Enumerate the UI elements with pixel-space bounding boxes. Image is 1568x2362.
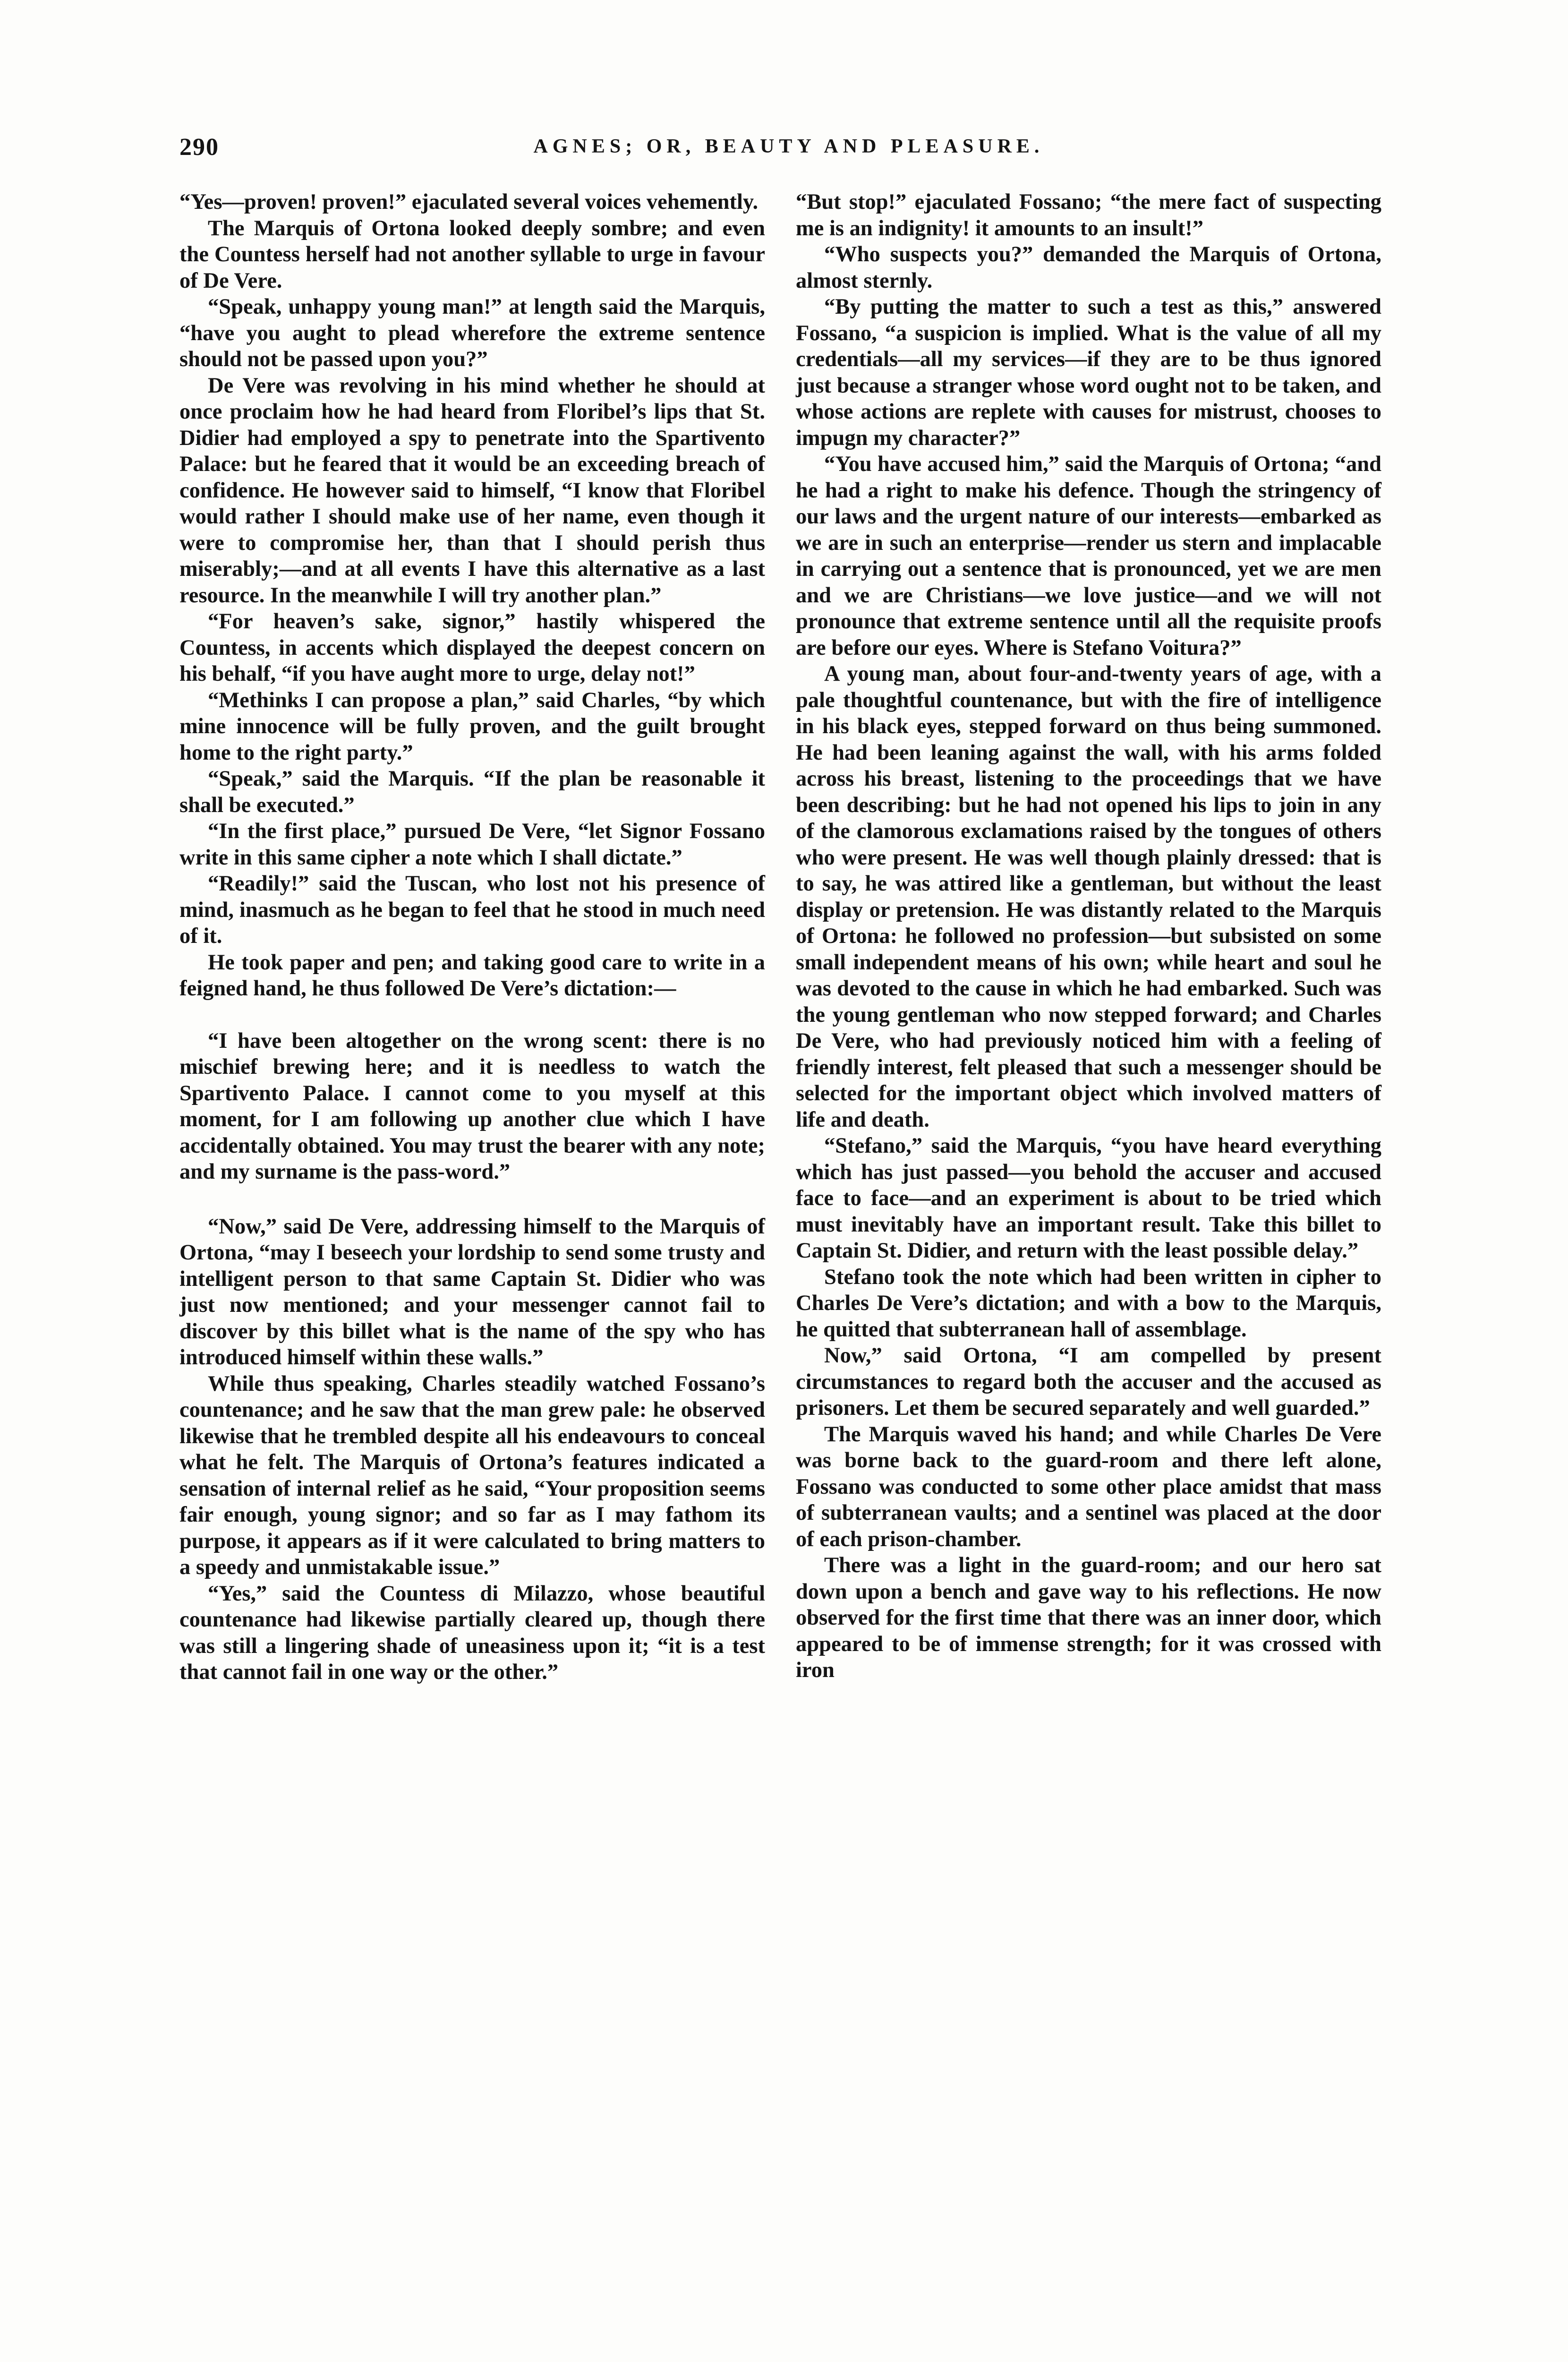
paragraph: While thus speaking, Charles steadily watched Fossano’s countenance; and he saw that the man grew pale: he observed likewise that he trembled despite all his endeavours to conceal what he felt. The Marquis of Ortona’s features indicated a sensation of internal relief as he said, “Your proposition seems fair enough, young signor; and so far as I may fathom its purpose, it appears as if it were calculated to bring matters to a speedy and unmistakable issue.”	[179, 1371, 765, 1579]
paragraph: The Marquis waved his hand; and while Charles De Vere was borne back to the guard-room and there left alone, Fossano was conducted to some other place amidst that mass of subterranean vaults; and a sentinel was placed at the door of each prison-chamber.	[796, 1422, 1381, 1551]
page-number: 290	[179, 134, 219, 161]
paragraph: “But stop!” ejaculated Fossano; “the mere fact of suspecting me is an indignity! it amounts to an insult!”	[796, 190, 1381, 240]
paragraph: “Yes—proven! proven!” ejaculated several voices vehemently.	[179, 190, 758, 214]
dictated-note	[179, 1028, 765, 1185]
quoted-note-text: “I have been altogether on the wrong scent: there is no mischief brewing here; and it is needless to watch the Spartivento Palace. I cannot come to you myself at this moment, for I am following up another clue which I have accidentally obtained. You may trust the bearer with any note; and my surname is the pass-word.”	[179, 1028, 765, 1184]
paragraph: “Speak, unhappy young man!” at length said the Marquis, “have you aught to plead wherefore the extreme sentence should not be passed upon you?”	[179, 295, 765, 371]
paragraph: “Now,” said De Vere, addressing himself to the Marquis of Ortona, “may I beseech your lordship to send some trusty and intelligent person to that same Captain St. Didier who was just now mentioned; and your messenger cannot fail to discover by this billet what is the name of the spy who has introduced himself within these walls.”	[179, 1214, 765, 1369]
paragraph: “Readily!” said the Tuscan, who lost not his presence of mind, inasmuch as he began to feel that he stood in much need of it.	[179, 872, 765, 948]
paragraph: De Vere was revolving in his mind whether he should at once proclaim how he had heard from Floribel’s lips that St. Didier had employed a spy to penetrate into the Spartivento Palace: but he feared that it would be an exceeding breach of confidence. He however said to himself, “I know that Floribel would rather I should make use of her name, even though it were to compromise her, than that I should perish thus miserably;—and at all events I have this alternative as a last resource. In the meanwhile I will try another plan.”	[179, 373, 765, 608]
right-column	[796, 189, 1381, 1684]
paragraph: Now,” said Ortona, “I am compelled by present circumstances to regard both the accuser and the accused as prisoners. Let them be secured separately and well guarded.”	[796, 1344, 1381, 1420]
page-header	[179, 133, 1398, 166]
paragraph: The Marquis of Ortona looked deeply sombre; and even the Countess herself had not another syllable to urge in favour of De Vere.	[179, 216, 765, 293]
left-column	[179, 189, 765, 1686]
paragraph: There was a light in the guard-room; and our hero sat down upon a bench and gave way to his reflections. He now observed for the first time that there was an inner door, which appeared to be of immense strength; for it was crossed with iron	[796, 1553, 1381, 1682]
paragraph: “In the first place,” pursued De Vere, “let Signor Fossano write in this same cipher a note which I shall dictate.”	[179, 819, 765, 870]
paragraph: “Who suspects you?” demanded the Marquis of Ortona, almost sternly.	[796, 242, 1381, 293]
paragraph: “Stefano,” said the Marquis, “you have heard everything which has just passed—you behold the accuser and accused face to face—and an experiment is about to be tried which must inevitably have an important result. Take this billet to Captain St. Didier, and return with the least possible delay.”	[796, 1134, 1381, 1263]
paragraph: “Methinks I can propose a plan,” said Charles, “by which mine innocence will be fully proven, and the guilt brought home to the right party.”	[179, 688, 765, 765]
paragraph: Stefano took the note which had been written in cipher to Charles De Vere’s dictation; and with a bow to the Marquis, he quitted that subterranean hall of assemblage.	[796, 1265, 1381, 1342]
running-head: AGNES; OR, BEAUTY AND PLEASURE.	[533, 136, 1044, 157]
paragraph: “For heaven’s sake, signor,” hastily whispered the Countess, in accents which displayed the deepest concern on his behalf, “if you have aught more to urge, delay not!”	[179, 609, 765, 686]
paragraph: “By putting the matter to such a test as this,” answered Fossano, “a suspicion is implied. What is the value of all my credentials—all my services—if they are to be thus ignored just because a stranger whose word ought not to be taken, and whose actions are replete with causes for mistrust, chooses to impugn my character?”	[796, 295, 1381, 450]
paragraph: “Yes,” said the Countess di Milazzo, whose beautiful countenance had likewise partially cleared up, though there was still a lingering shade of uneasiness upon it; “it is a test that cannot fail in one way or the other.”	[179, 1581, 765, 1684]
paragraph: “Speak,” said the Marquis. “If the plan be reasonable it shall be executed.”	[179, 767, 765, 817]
paragraph: A young man, about four-and-twenty years of age, with a pale thoughtful countenance, but with the fire of intelligence in his black eyes, stepped forward on thus being summoned. He had been leaning against the wall, with his arms folded across his breast, listening to the proceedings that we have been describing: but he had not opened his lips to join in any of the clamorous exclamations raised by the tongues of others who were present. He was well though plainly dressed: that is to say, he was attired like a gentleman, but without the least display or pretension. He was distantly related to the Marquis of Ortona: he followed no profession—but subsisted on some small independent means of his own; while heart and soul he was devoted to the cause in which he had embarked. Such was the young gentleman who now stepped forward; and Charles De Vere, who had previously noticed him with a feeling of friendly interest, felt pleased that such a messenger should be selected for the important object which involved matters of life and death.	[796, 662, 1381, 1132]
paragraph: “You have accused him,” said the Marquis of Ortona; “and he had a right to make his defence. Though the stringency of our laws and the urgent nature of our interests—embarked as we are in such an enterprise—render us stern and implacable in carrying out a sentence that is pronounced, yet we are men and we are Christians—we love justice—and we will not pronounce that extreme sentence until all the requisite proofs are before our eyes. Where is Stefano Voitura?”	[796, 452, 1381, 660]
paragraph: He took paper and pen; and taking good care to write in a feigned hand, he thus followed De Vere’s dictation:—	[179, 950, 765, 1001]
